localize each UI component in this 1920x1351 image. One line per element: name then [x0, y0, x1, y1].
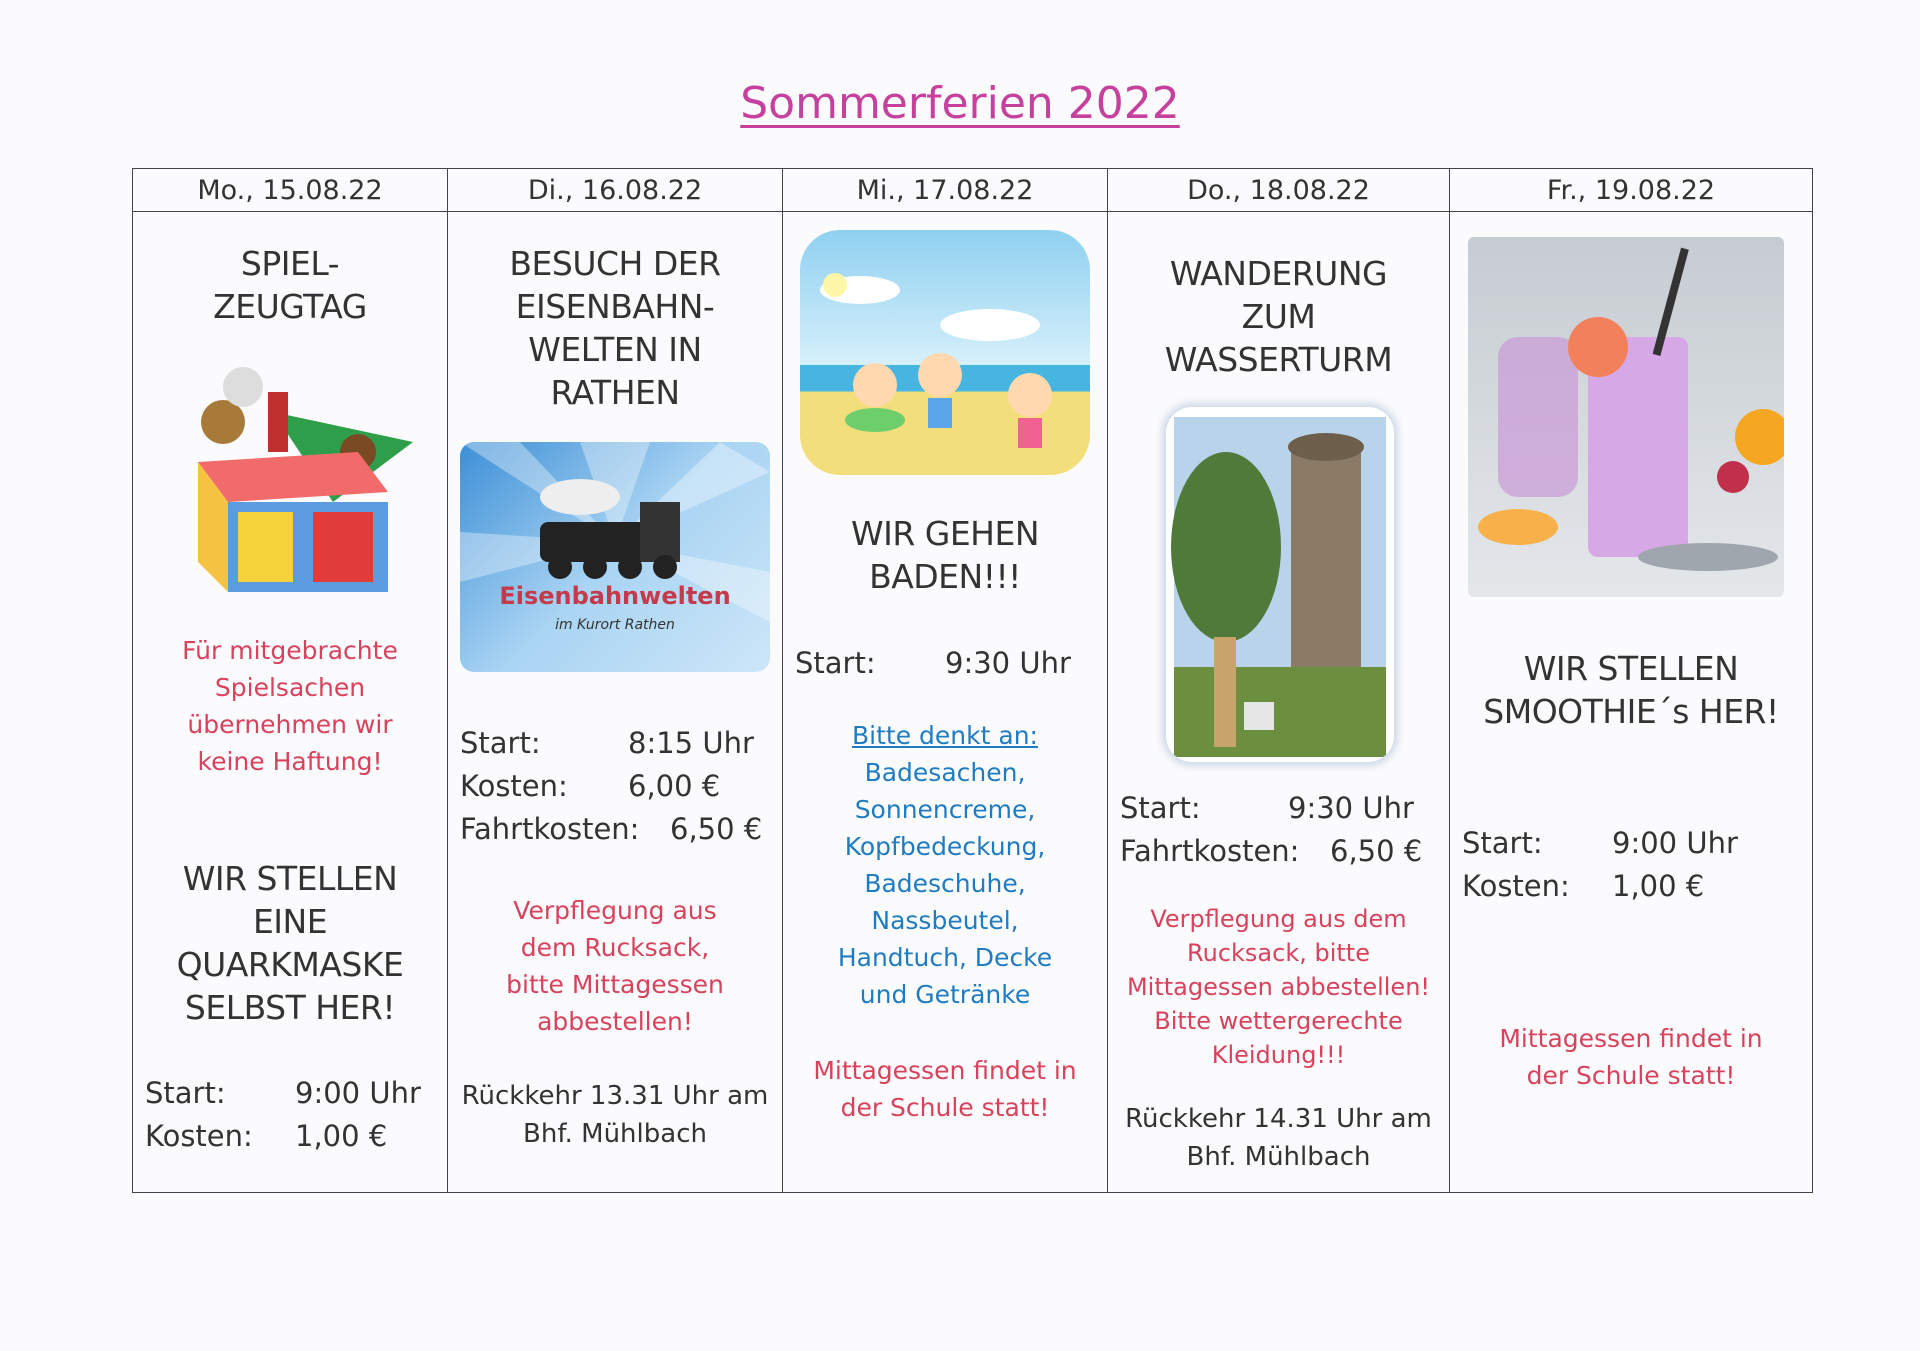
details-block: [795, 642, 1107, 685]
return-info: Rückkehr 14.31 Uhr am Bhf. Mühlbach: [1125, 1104, 1432, 1172]
details-block: [1120, 787, 1449, 873]
toy-box-image: [183, 352, 413, 602]
reminder-title: Bitte denkt an:: [852, 721, 1038, 750]
weekly-schedule-table: [132, 168, 1813, 1193]
catering-note: Verpflegung aus dem Rucksack, bitte Mittagessen abbestellen!: [506, 896, 724, 1036]
day-header-thu: Do., 18.08.22: [1108, 169, 1450, 212]
day-cell-tue: [448, 212, 783, 1193]
lunch-note: Mittagessen findet in der Schule statt!: [813, 1056, 1077, 1122]
eisenbahnwelten-logo: [460, 442, 770, 672]
day-cell-mon: [133, 212, 448, 1193]
lunch-note: Mittagessen findet in der Schule statt!: [1499, 1024, 1763, 1090]
details-block: [145, 1072, 447, 1158]
day-cell-fri: [1450, 212, 1813, 1193]
detail-start: Start: 9:30 Uhr: [795, 646, 1071, 680]
day-header-fri: Fr., 19.08.22: [1450, 169, 1813, 212]
activity-title: WIR GEHEN BADEN!!!: [850, 514, 1040, 596]
content-row: [133, 212, 1813, 1193]
toy-liability-note: Für mitgebrachte Spielsachen übernehmen wir keine Haftung!: [182, 636, 398, 776]
day-cell-thu: [1108, 212, 1450, 1193]
detail-start: Start: 9:00 Uhr: [1462, 826, 1738, 860]
detail-start: Start: 9:30 Uhr: [1120, 791, 1414, 825]
logo-subtext: im Kurort Rathen: [555, 617, 675, 633]
detail-cost: Kosten: 6,00 €: [460, 769, 721, 803]
details-block: [460, 722, 782, 851]
day-cell-wed: [783, 212, 1108, 1193]
second-activity-title: WIR STELLEN EINE QUARKMASKE SELBST HER!: [176, 859, 404, 1027]
detail-travel-cost: Fahrtkosten: 6,50 €: [460, 812, 763, 846]
header-row: [133, 169, 1813, 212]
catering-note: Verpflegung aus dem Rucksack, bitte Mittagessen abbestellen! Bitte wettergerechte Kleidung!!!: [1126, 905, 1431, 1069]
detail-travel-cost: Fahrtkosten: 6,50 €: [1120, 834, 1423, 868]
reminder-items: Badesachen, Sonnencreme, Kopfbedeckung, Badeschuhe, Nassbeutel, Handtuch, Decke und Getränke: [837, 758, 1053, 1009]
activity-title: BESUCH DER EISENBAHN- WELTEN IN RATHEN: [509, 244, 721, 412]
activity-title: WIR STELLEN SMOOTHIE´s HER!: [1483, 649, 1779, 731]
detail-cost: Kosten: 1,00 €: [145, 1119, 388, 1153]
water-tower-photo: [1166, 407, 1394, 762]
logo-text: Eisenbahnwelten: [499, 582, 731, 610]
activity-title: WANDERUNG ZUM WASSERTURM: [1164, 254, 1393, 379]
activity-title: SPIEL- ZEUGTAG: [213, 244, 367, 326]
beach-children-image: [800, 230, 1090, 475]
page-title: Sommerferien 2022: [740, 78, 1180, 129]
day-header-wed: Mi., 17.08.22: [783, 169, 1108, 212]
day-header-mon: Mo., 15.08.22: [133, 169, 448, 212]
return-info: Rückkehr 13.31 Uhr am Bhf. Mühlbach: [461, 1081, 769, 1149]
day-header-tue: Di., 16.08.22: [448, 169, 783, 212]
smoothie-photo: [1468, 237, 1784, 597]
detail-cost: Kosten: 1,00 €: [1462, 869, 1705, 903]
detail-start: Start: 9:00 Uhr: [145, 1076, 421, 1110]
detail-start: Start: 8:15 Uhr: [460, 726, 754, 760]
details-block: [1462, 822, 1812, 908]
